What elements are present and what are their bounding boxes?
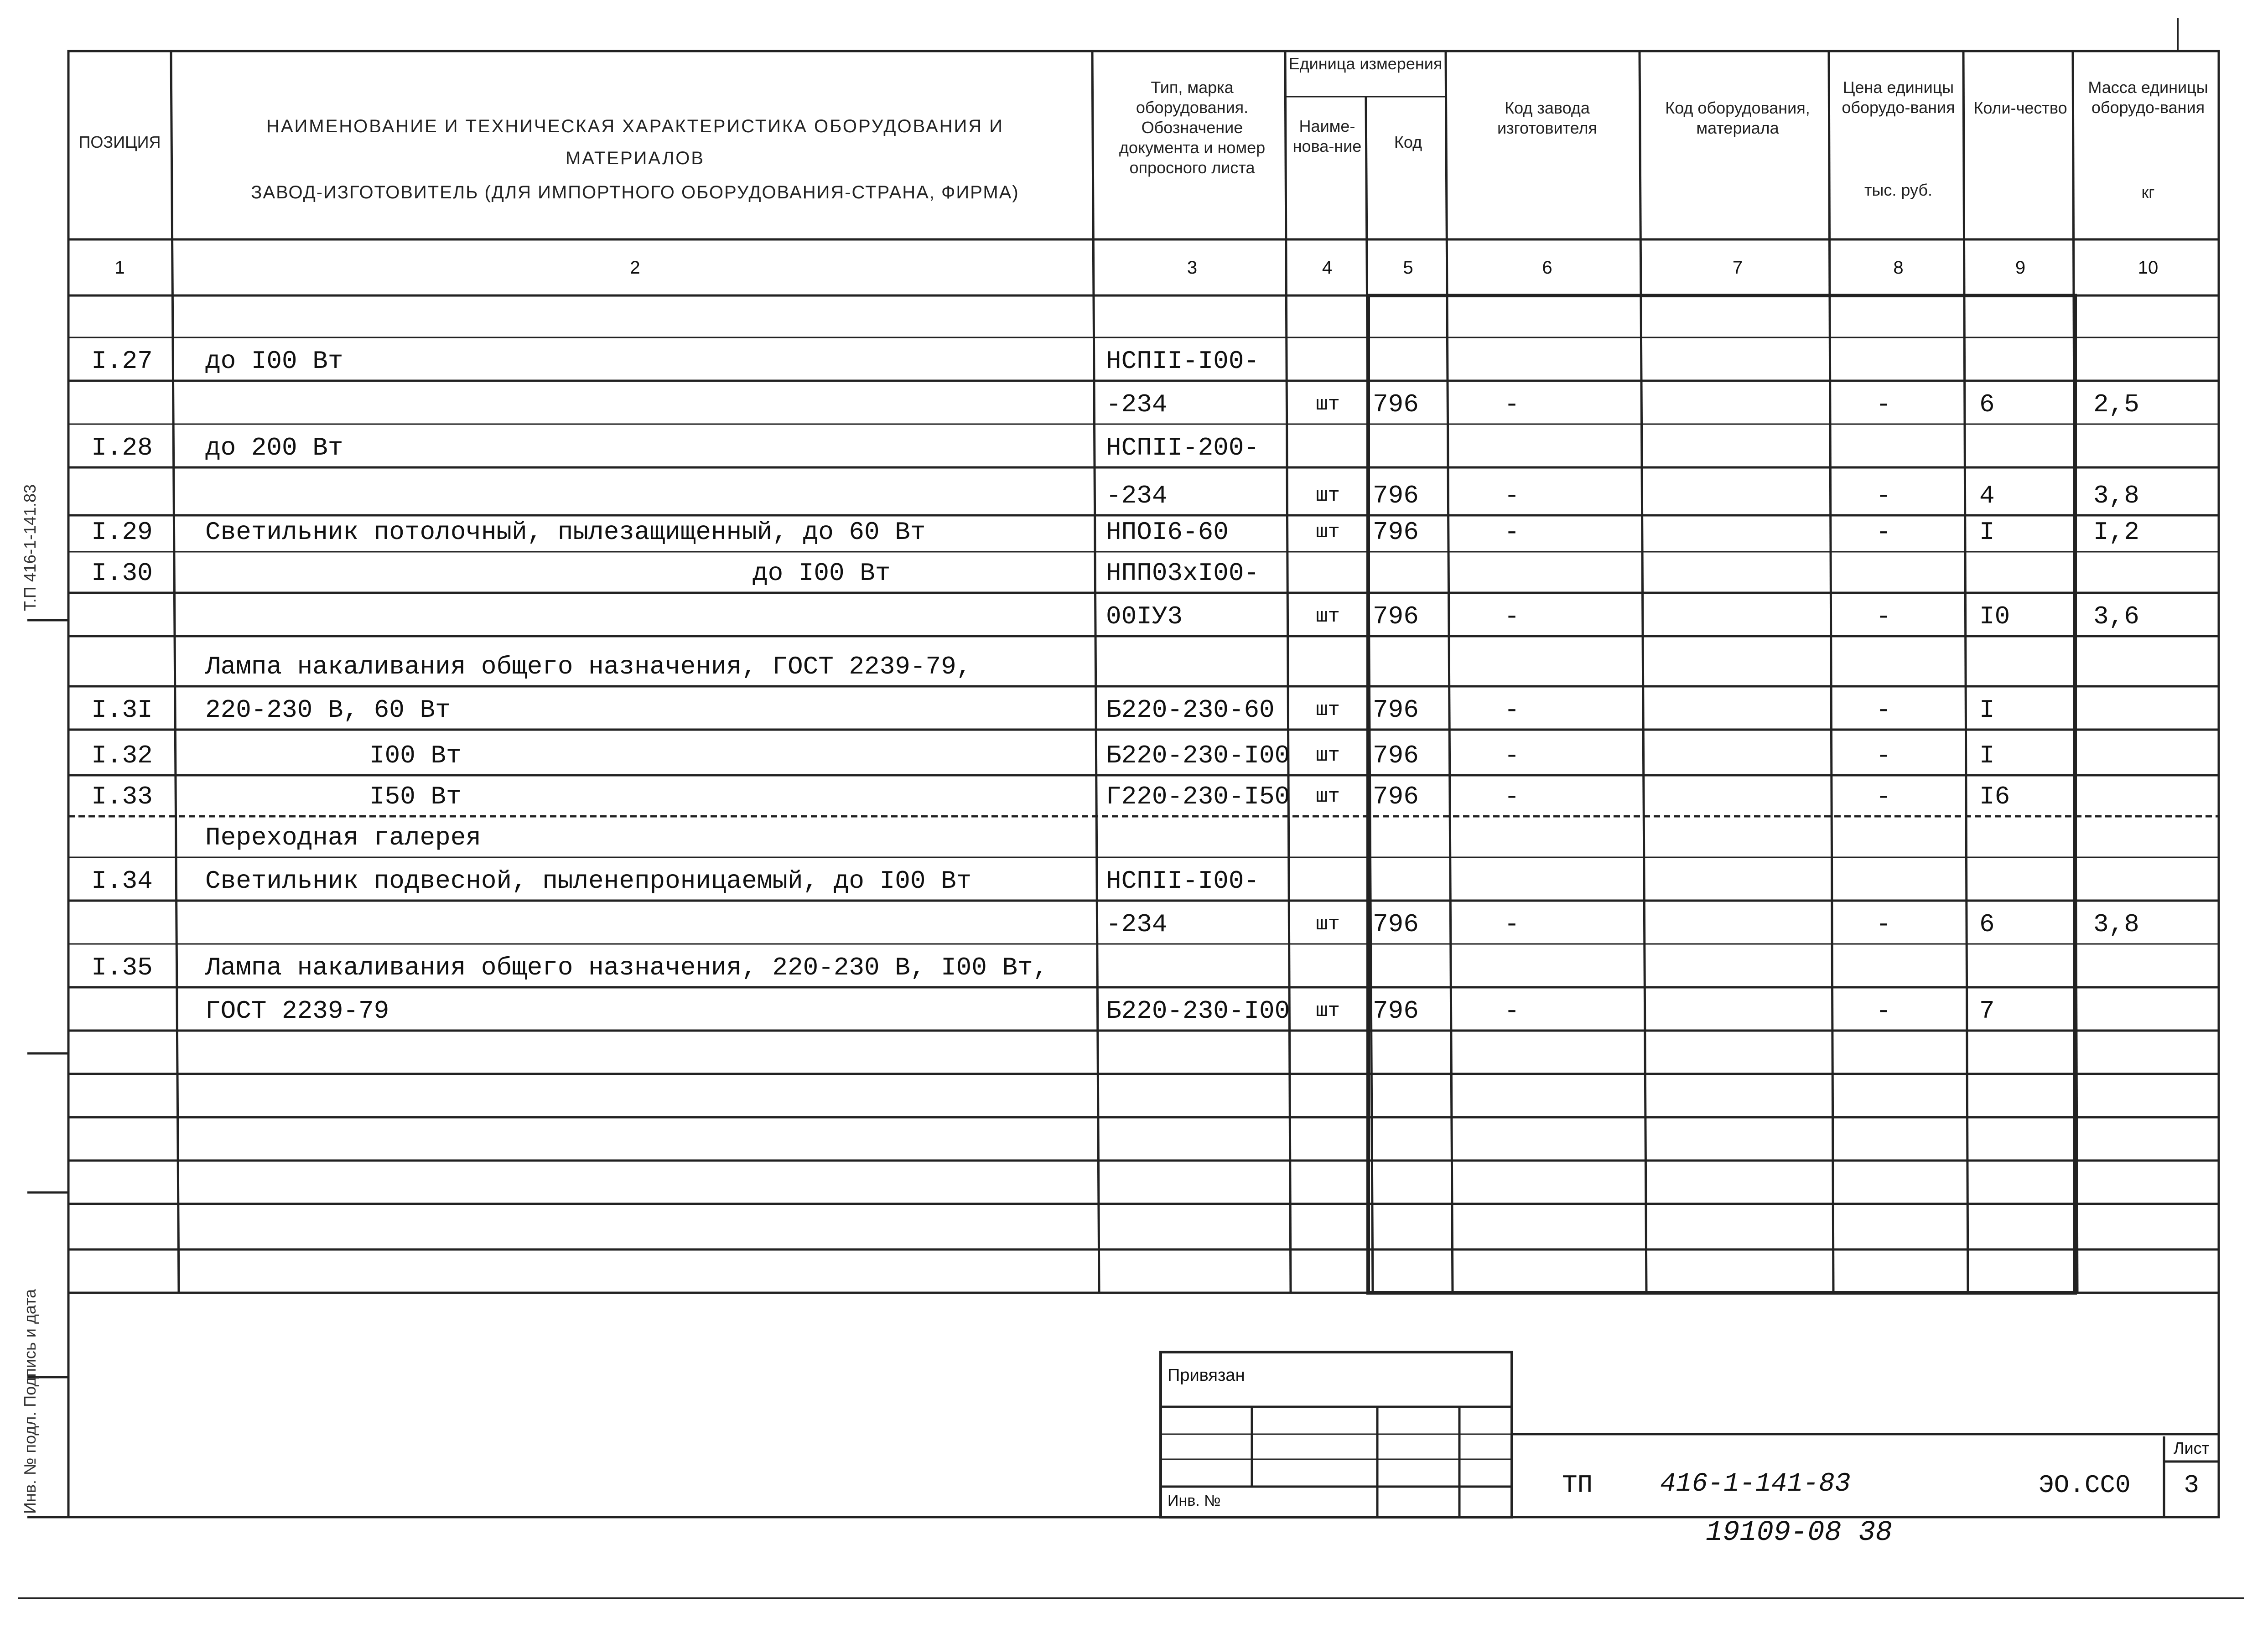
cell-code: 796 xyxy=(1373,695,1419,725)
stamp-project-number: 416-1-141-83 xyxy=(1660,1469,1851,1499)
col-number-4: 4 xyxy=(1322,258,1333,278)
cell-plant: - xyxy=(1504,390,1520,419)
stamp-tp-label: ТП xyxy=(1562,1471,1593,1500)
header-plant-code: Код завода изготовителя xyxy=(1497,98,1597,137)
cell-code: 796 xyxy=(1373,741,1419,770)
header-unit-name: Наиме-нова-ние xyxy=(1292,117,1362,155)
cell-name: до I00 Вт xyxy=(753,559,891,588)
header-name-line2: МАТЕРИАЛОВ xyxy=(565,148,705,168)
header-name-line3: ЗАВОД-ИЗГОТОВИТЕЛЬ (ДЛЯ ИМПОРТНОГО ОБОРУДОВАНИЯ-СТРАНА, ФИРМА) xyxy=(251,182,1019,202)
cell-type: Б220-230-60 xyxy=(1106,695,1275,725)
cell-name: Светильник потолочный, пылезащищенный, до 60 Вт xyxy=(205,518,926,547)
stamp-inv-label: Инв. № xyxy=(1168,1492,1221,1509)
cell-name: 220-230 В, 60 Вт xyxy=(205,695,451,725)
cell-type: -234 xyxy=(1106,481,1168,510)
cell-qty: 4 xyxy=(1979,481,1995,510)
cell-price: - xyxy=(1876,518,1891,547)
cell-code: 796 xyxy=(1373,390,1419,419)
cell-type: Б220-230-I00 xyxy=(1106,996,1290,1026)
cell-mass: 2,5 xyxy=(2093,390,2139,419)
cell-unit: шт xyxy=(1316,1000,1340,1022)
cell-name: до 200 Вт xyxy=(205,433,343,462)
stamp-doc-code: ЭО.СС0 xyxy=(2039,1471,2131,1500)
cell-unit: шт xyxy=(1316,393,1340,416)
cell-mass: I,2 xyxy=(2093,518,2139,547)
stamp-sheet-number: 3 xyxy=(2184,1471,2199,1500)
col-number-6: 6 xyxy=(1542,258,1552,278)
cell-price: - xyxy=(1876,996,1891,1026)
cell-price: - xyxy=(1876,741,1891,770)
header-unit-code: Код xyxy=(1394,133,1422,151)
cell-name: I50 Вт xyxy=(369,782,462,811)
cell-qty: 7 xyxy=(1979,996,1995,1026)
cell-unit: шт xyxy=(1316,699,1340,721)
col-number-3: 3 xyxy=(1187,258,1198,278)
col-number-9: 9 xyxy=(2015,258,2026,278)
header-position: ПОЗИЦИЯ xyxy=(78,133,161,151)
cell-mass: 3,8 xyxy=(2093,481,2139,510)
cell-plant: - xyxy=(1504,481,1520,510)
cell-price: - xyxy=(1876,695,1891,725)
cell-mass: 3,8 xyxy=(2093,910,2139,939)
cell-code: 796 xyxy=(1373,910,1419,939)
header-price: Цена единицы оборудо-вания xyxy=(1842,78,1955,117)
cell-pos: I.35 xyxy=(91,953,153,982)
cell-type: Б220-230-I00 xyxy=(1106,741,1290,770)
cell-plant: - xyxy=(1504,518,1520,547)
header-name-line1: НАИМЕНОВАНИЕ И ТЕХНИЧЕСКАЯ ХАРАКТЕРИСТИКА ОБОРУДОВАНИЯ И xyxy=(266,116,1004,136)
cell-qty: 6 xyxy=(1979,910,1995,939)
header-mass-unit: кг xyxy=(2141,183,2155,202)
cell-name: ГОСТ 2239-79 xyxy=(205,996,389,1026)
cell-name: Переходная галерея xyxy=(205,823,481,852)
cell-pos: I.29 xyxy=(91,518,153,547)
cell-type: Г220-230-I50 xyxy=(1106,782,1290,811)
cell-pos: I.27 xyxy=(91,347,153,376)
cell-qty: I6 xyxy=(1979,782,2010,811)
cell-code: 796 xyxy=(1373,782,1419,811)
col-number-2: 2 xyxy=(630,258,640,278)
cell-type: НСПII-200- xyxy=(1106,433,1260,462)
header-type: Тип, марка оборудования. Обозначение документа и номер опросного листа xyxy=(1119,78,1266,177)
col-number-5: 5 xyxy=(1403,258,1413,278)
cell-unit: шт xyxy=(1316,605,1340,628)
cell-plant: - xyxy=(1504,602,1520,631)
cell-type: -234 xyxy=(1106,910,1168,939)
cell-name: I00 Вт xyxy=(369,741,462,770)
footer-archive-number: 19109-08 38 xyxy=(1706,1516,1893,1549)
cell-type: НСПII-I00- xyxy=(1106,347,1260,376)
cell-plant: - xyxy=(1504,910,1520,939)
cell-plant: - xyxy=(1504,782,1520,811)
cell-pos: I.32 xyxy=(91,741,153,770)
cell-unit: шт xyxy=(1316,913,1340,936)
cell-qty: I xyxy=(1979,741,1995,770)
stamp-sheet-label: Лист xyxy=(2173,1439,2210,1457)
cell-code: 796 xyxy=(1373,518,1419,547)
cell-name: Лампа накаливания общего назначения, 220-230 В, I00 Вт, xyxy=(205,953,1048,982)
cell-code: 796 xyxy=(1373,996,1419,1026)
cell-qty: 6 xyxy=(1979,390,1995,419)
cell-price: - xyxy=(1876,910,1891,939)
cell-price: - xyxy=(1876,782,1891,811)
cell-unit: шт xyxy=(1316,521,1340,544)
cell-unit: шт xyxy=(1316,484,1340,507)
cell-pos: I.28 xyxy=(91,433,153,462)
cell-type: НПП03хI00- xyxy=(1106,559,1260,588)
cell-name: до I00 Вт xyxy=(205,347,343,376)
cell-unit: шт xyxy=(1316,744,1340,767)
cell-name: Светильник подвесной, пыленепроницаемый, до I00 Вт xyxy=(205,866,972,896)
cell-pos: I.34 xyxy=(91,866,153,896)
cell-qty: I xyxy=(1979,518,1995,547)
cell-type: -234 xyxy=(1106,390,1168,419)
cell-code: 796 xyxy=(1373,481,1419,510)
cell-plant: - xyxy=(1504,741,1520,770)
side-label-tp: Т.П 416-1-141.83 xyxy=(21,484,39,611)
col-number-10: 10 xyxy=(2138,258,2159,278)
cell-pos: I.33 xyxy=(91,782,153,811)
cell-type: НСПII-I00- xyxy=(1106,866,1260,896)
cell-price: - xyxy=(1876,602,1891,631)
cell-code: 796 xyxy=(1373,602,1419,631)
col-number-8: 8 xyxy=(1893,258,1904,278)
header-unit-group: Единица измерения xyxy=(1288,54,1443,73)
header-price-unit: тыс. руб. xyxy=(1864,181,1932,199)
cell-name: Лампа накаливания общего назначения, ГОСТ 2239-79, xyxy=(205,652,972,681)
header-equipment-code: Код оборудования, материала xyxy=(1665,98,1810,137)
col-number-1: 1 xyxy=(114,258,125,278)
cell-plant: - xyxy=(1504,996,1520,1026)
cell-price: - xyxy=(1876,390,1891,419)
col-number-7: 7 xyxy=(1732,258,1743,278)
cell-qty: I0 xyxy=(1979,602,2010,631)
cell-unit: шт xyxy=(1316,785,1340,808)
stamp-attached-label: Привязан xyxy=(1168,1366,1245,1385)
cell-type: НПОI6-60 xyxy=(1106,518,1229,547)
side-label-inv-sign: Инв. № подл. Подпись и дата xyxy=(21,1289,39,1514)
cell-mass: 3,6 xyxy=(2093,602,2139,631)
cell-pos: I.30 xyxy=(91,559,153,588)
cell-qty: I xyxy=(1979,695,1995,725)
header-quantity: Коли-чество xyxy=(1973,98,2067,117)
header-mass: Масса единицы оборудо-вания xyxy=(2088,78,2208,117)
cell-plant: - xyxy=(1504,695,1520,725)
cell-pos: I.3I xyxy=(91,695,153,725)
cell-type: 00IУ3 xyxy=(1106,602,1183,631)
cell-price: - xyxy=(1876,481,1891,510)
